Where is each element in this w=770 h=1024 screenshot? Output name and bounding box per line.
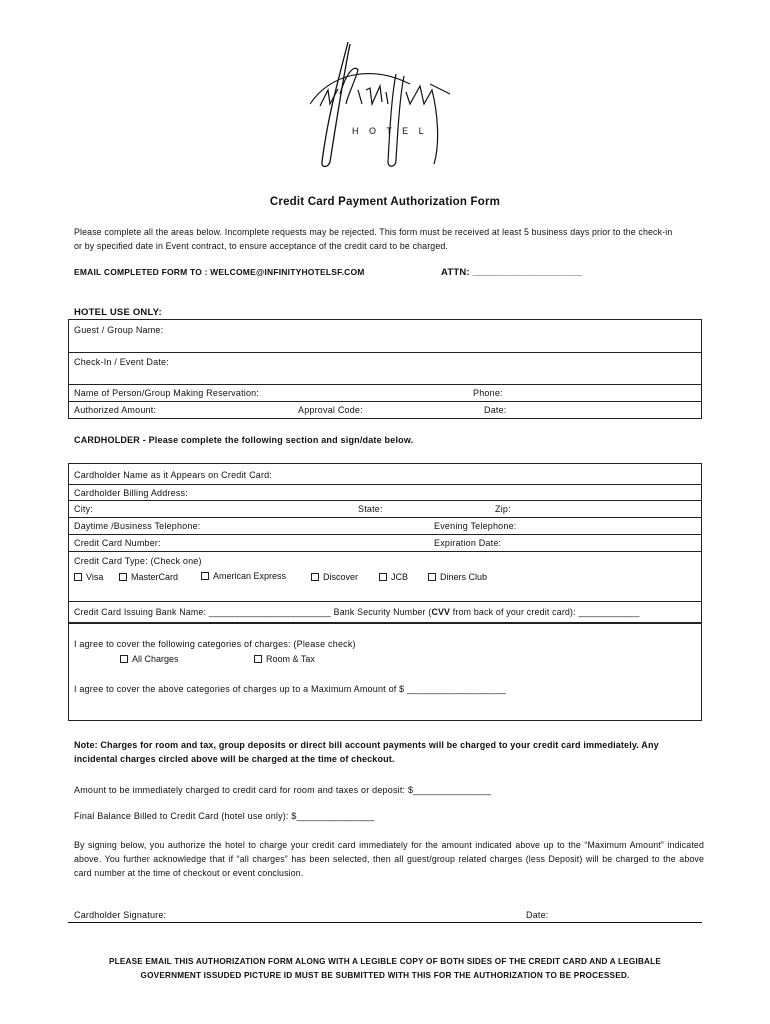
expiration-field[interactable]: Expiration Date: [434, 538, 502, 548]
authorized-amount-field[interactable]: Authorized Amount: [74, 405, 157, 415]
approval-code-field[interactable]: Approval Code: [298, 405, 363, 415]
max-amount-field[interactable]: I agree to cover the above categories of charges up to a Maximum Amount of $ ___________________ [74, 684, 506, 694]
signature-label: Cardholder Signature: [74, 910, 167, 920]
form-title: Credit Card Payment Authorization Form [269, 196, 501, 208]
signature-line[interactable] [68, 922, 702, 923]
checkbox-icon[interactable] [201, 572, 209, 580]
card-type-label: Credit Card Type: (Check one) [74, 556, 202, 566]
checkbox-icon[interactable] [379, 573, 387, 581]
hotel-date-field[interactable]: Date: [484, 405, 507, 415]
charges-box [68, 623, 702, 721]
cardholder-heading: CARDHOLDER - Please complete the following section and sign/date below. [74, 435, 414, 445]
billing-address-field[interactable]: Cardholder Billing Address: [74, 488, 188, 498]
card-type-amex[interactable]: American Express [201, 571, 286, 581]
charges-note: Note: Charges for room and tax, group deposits or direct bill account payments will be charged to your credit card immediately. Any incidental charges circled above will be charged at the time of checkout. [74, 740, 659, 764]
intro-line-2: or by specified date in Event contract, to ensure acceptance of the credit card to be charged. [74, 241, 449, 251]
check-in-date-field[interactable]: Check-In / Event Date: [74, 357, 169, 367]
attn-field[interactable]: ATTN: ____________________ [441, 267, 583, 278]
checkbox-icon[interactable] [254, 655, 262, 663]
charges-agree-label: I agree to cover the following categories of charges: (Please check) [74, 639, 356, 649]
evening-phone-field[interactable]: Evening Telephone: [434, 521, 517, 531]
logo-graphic [300, 34, 480, 174]
reservation-name-field[interactable]: Name of Person/Group Making Reservation: [74, 388, 260, 398]
name-on-card-field[interactable]: Cardholder Name as it Appears on Credit Card: [74, 470, 273, 480]
card-type-mastercard[interactable]: MasterCard [119, 572, 178, 582]
email-instruction: EMAIL COMPLETED FORM TO : WELCOME@INFINITYHOTELSF.COM [74, 267, 365, 277]
phone-field[interactable]: Phone: [473, 388, 503, 398]
card-type-diners[interactable]: Diners Club [428, 572, 487, 582]
checkbox-icon[interactable] [119, 573, 127, 581]
state-field[interactable]: State: [358, 504, 383, 514]
zip-field[interactable]: Zip: [495, 504, 511, 514]
issuing-bank-field[interactable]: Credit Card Issuing Bank Name: ________________________ Bank Security Number (CVV from back of your credit card): ____________ [74, 607, 640, 617]
guest-group-name-field[interactable]: Guest / Group Name: [74, 325, 164, 335]
checkbox-icon[interactable] [311, 573, 319, 581]
room-tax-option[interactable]: Room & Tax [254, 654, 315, 664]
immediate-charge-field[interactable]: Amount to be immediately charged to credit card for room and taxes or deposit: $_______________ [74, 785, 492, 795]
card-number-field[interactable]: Credit Card Number: [74, 538, 161, 548]
footer-instruction-1: PLEASE EMAIL THIS AUTHORIZATION FORM ALONG WITH A LEGIBLE COPY OF BOTH SIDES OF THE CREDIT CARD AND A LEGIBALE [108, 957, 662, 966]
cvv-label: CVV [431, 607, 451, 617]
city-field[interactable]: City: [74, 504, 93, 514]
checkbox-icon[interactable] [74, 573, 82, 581]
card-type-discover[interactable]: Discover [311, 572, 358, 582]
card-type-jcb[interactable]: JCB [379, 572, 408, 582]
hotel-logo [300, 34, 480, 174]
hotel-use-heading: HOTEL USE ONLY: [74, 307, 162, 318]
signature-date-label: Date: [526, 910, 549, 920]
daytime-phone-field[interactable]: Daytime /Business Telephone: [74, 521, 201, 531]
intro-line-1: Please complete all the areas below. Incomplete requests may be rejected. This form must be received at least 5 business days prior to the check-in [74, 227, 673, 237]
footer-instruction-2: GOVERNMENT ISSUDED PICTURE ID MUST BE SUBMITTED WITH THIS FOR THE AUTHORIZATION TO BE PROCESSED. [140, 971, 630, 980]
card-type-visa[interactable]: Visa [74, 572, 103, 582]
checkbox-icon[interactable] [120, 655, 128, 663]
all-charges-option[interactable]: All Charges [120, 654, 179, 664]
checkbox-icon[interactable] [428, 573, 436, 581]
cardholder-box [68, 463, 702, 623]
logo-hotel-text: H O T E L [352, 126, 428, 136]
final-balance-field[interactable]: Final Balance Billed to Credit Card (hotel use only): $_______________ [74, 811, 375, 821]
signing-authorization-text: By signing below, you authorize the hotel to charge your credit card immediately for the amount indicated above up to the “Maximum Amount” indicated above. You further acknowledge that if “all charges” has been selected, then all guest/group related charges (less Deposit) will be charged to the above card number at the time of checkout or event conclusion. [74, 840, 704, 878]
